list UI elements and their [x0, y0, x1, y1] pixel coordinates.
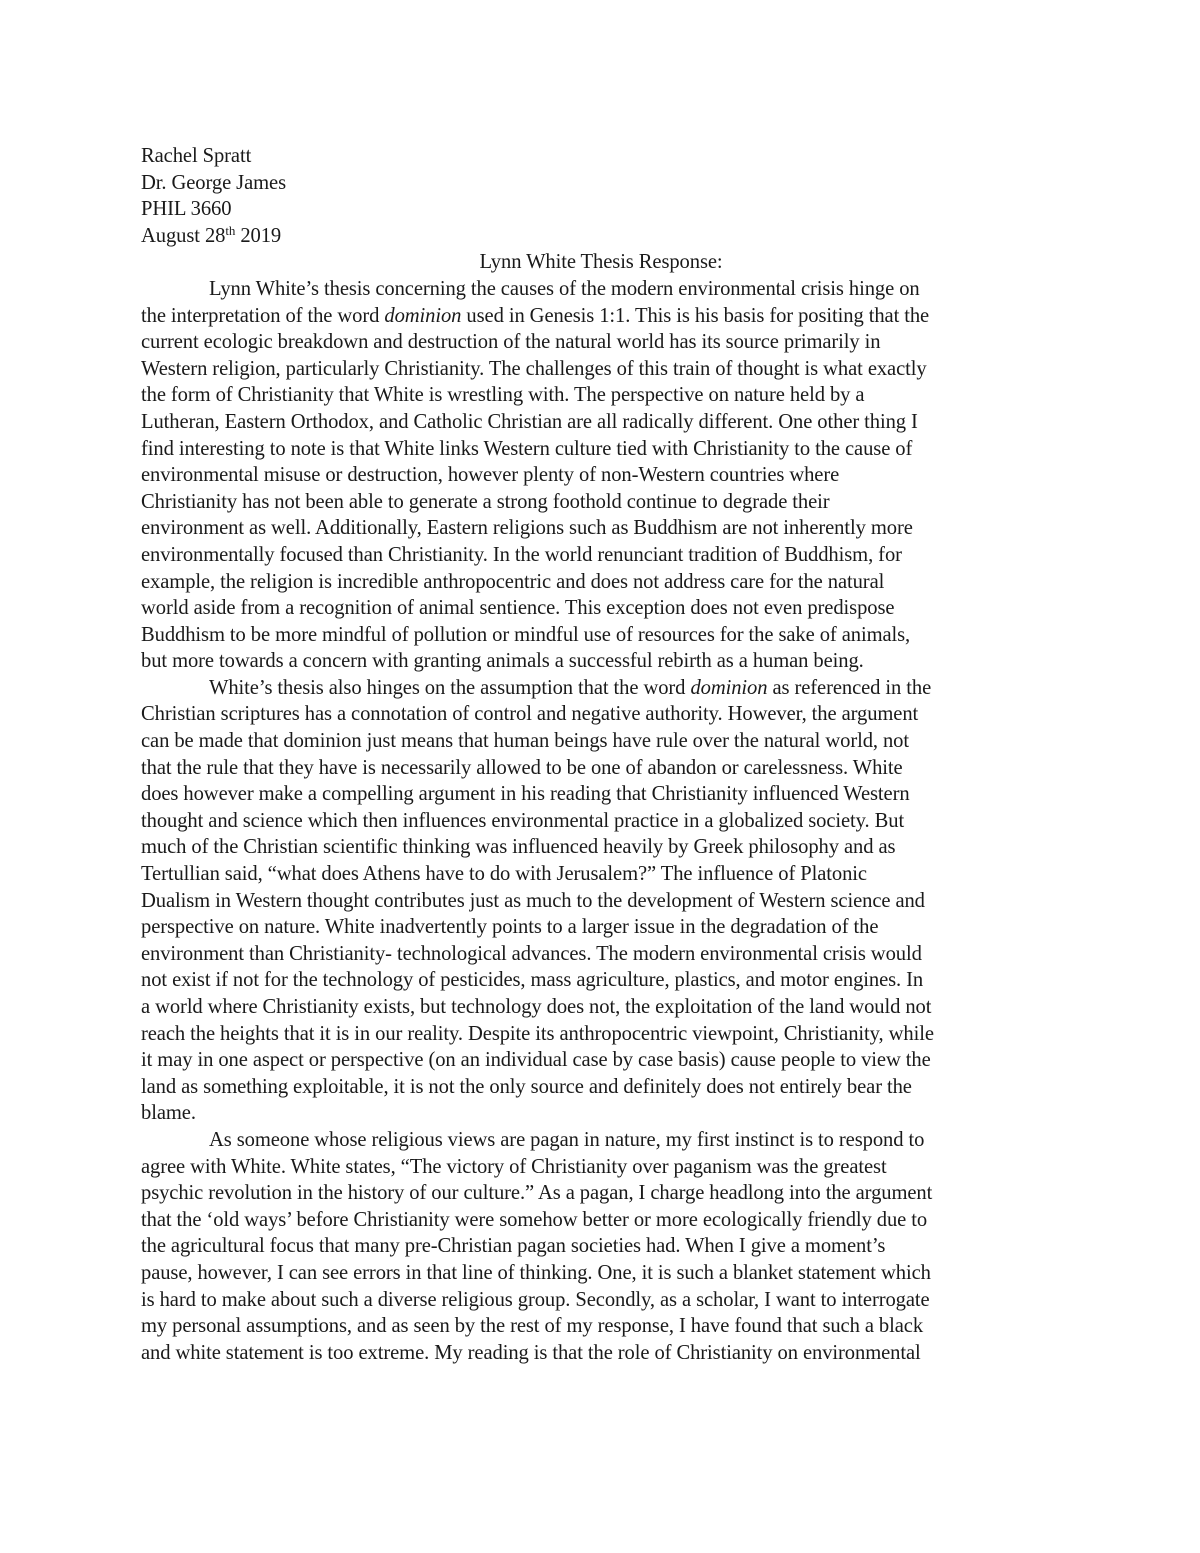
text-line: my personal assumptions, and as seen by the rest of my response, I have found that such a black [141, 1315, 924, 1338]
text-line: White’s thesis also hinges on the assumption that the word dominion as referenced in the [209, 676, 932, 699]
text-line: thought and science which then influences environmental practice in a globalized society. But [141, 809, 905, 832]
text-line: and white statement is too extreme. My reading is that the role of Christianity on environmental [141, 1341, 921, 1364]
text-line: Lynn White’s thesis concerning the causes of the modern environmental crisis hinge on [209, 277, 920, 300]
text-line: a world where Christianity exists, but technology does not, the exploitation of the land would not [141, 996, 932, 1018]
text-line: pause, however, I can see errors in that line of thinking. One, it is such a blanket statement which [141, 1261, 931, 1284]
date-ordinal: th [225, 222, 236, 238]
text-line: reach the heights that it is in our reality. Despite its anthropocentric viewpoint, Christianity, while [141, 1022, 934, 1045]
text-line: example, the religion is incredible anthropocentric and does not address care for the natural [141, 570, 885, 593]
text-line: land as something exploitable, it is not the only source and definitely does not entirely bear the [141, 1075, 912, 1098]
text-line: Christianity has not been able to generate a strong foothold continue to degrade their [141, 490, 830, 513]
paragraph [141, 276, 1061, 675]
text-line: can be made that dominion just means that human beings have rule over the natural world, not [141, 730, 910, 753]
course-code: PHIL 3660 [141, 198, 232, 221]
text-line: blame. [141, 1102, 196, 1125]
text-line: it may in one aspect or perspective (on an individual case by case basis) cause people to view the [141, 1049, 931, 1072]
date-prefix: August 28 [141, 224, 226, 247]
text-line: not exist if not for the technology of pesticides, mass agriculture, plastics, and motor engines. In [141, 969, 924, 992]
author-name: Rachel Spratt [141, 145, 252, 167]
instructor-name: Dr. George James [141, 171, 286, 194]
text-line: the agricultural focus that many pre-Christian pagan societies had. When I give a moment’s [141, 1235, 886, 1258]
text-line: Buddhism to be more mindful of pollution or mindful use of resources for the sake of animals, [141, 623, 911, 646]
text-line: environment than Christianity- technological advances. The modern environmental crisis would [141, 942, 922, 965]
text-line: environment as well. Additionally, Eastern religions such as Buddhism are not inherently more [141, 517, 913, 540]
document-title: Lynn White Thesis Response: [479, 251, 723, 274]
text-line: Lutheran, Eastern Orthodox, and Catholic Christian are all radically different. One other thing I [141, 410, 918, 433]
text-line: much of the Christian scientific thinking was influenced heavily by Greek philosophy and as [141, 836, 896, 859]
text-line: that the ‘old ways’ before Christianity were somehow better or more ecologically friendly due to [141, 1208, 928, 1231]
text-line: As someone whose religious views are pagan in nature, my first instinct is to respond to [209, 1128, 925, 1151]
document-body [141, 143, 1061, 1366]
text-line: perspective on nature. White inadvertently points to a larger issue in the degradation of the [141, 916, 879, 939]
text-line: environmental misuse or destruction, however plenty of non-Western countries where [141, 464, 840, 487]
text-line: but more towards a concern with granting animals a successful rebirth as a human being. [141, 650, 864, 673]
text-line: world aside from a recognition of animal sentience. This exception does not even predispose [141, 597, 895, 620]
text-line: agree with White. White states, “The victory of Christianity over paganism was the greatest [141, 1155, 887, 1178]
paragraphs [141, 276, 1061, 1366]
paragraph [141, 675, 1061, 1127]
text-line: psychic revolution in the history of our culture.” As a pagan, I charge headlong into the argument [141, 1182, 933, 1205]
text-line: environmentally focused than Christianity. In the world renunciant tradition of Buddhism, for [141, 543, 902, 566]
emphasized-word: dominion [690, 676, 768, 699]
text-line: current ecologic breakdown and destruction of the natural world has its source primarily in [141, 331, 881, 354]
text-line: that the rule that they have is necessarily allowed to be one of abandon or carelessness. White [141, 756, 903, 779]
text-line: does however make a compelling argument in his reading that Christianity influenced Western [141, 783, 910, 806]
text-line: Western religion, particularly Christianity. The challenges of this train of thought is what exactly [141, 357, 927, 380]
paragraph [141, 1127, 1061, 1366]
text-line: Christian scriptures has a connotation of control and negative authority. However, the argument [141, 703, 919, 726]
text-line: Dualism in Western thought contributes just as much to the development of Western science and [141, 889, 925, 912]
emphasized-word: dominion [384, 304, 462, 327]
date-suffix: 2019 [235, 224, 282, 247]
text-line: the form of Christianity that White is wrestling with. The perspective on nature held by a [141, 384, 865, 407]
text-line: the interpretation of the word dominion used in Genesis 1:1. This is his basis for positing that the [141, 304, 930, 327]
text-line: find interesting to note is that White links Western culture tied with Christianity to the cause of [141, 437, 913, 460]
text-line: Tertullian said, “what does Athens have to do with Jerusalem?” The influence of Platonic [141, 863, 867, 886]
document-date [141, 223, 1061, 250]
text-line: is hard to make about such a diverse religious group. Secondly, as a scholar, I want to interrogate [141, 1288, 930, 1311]
